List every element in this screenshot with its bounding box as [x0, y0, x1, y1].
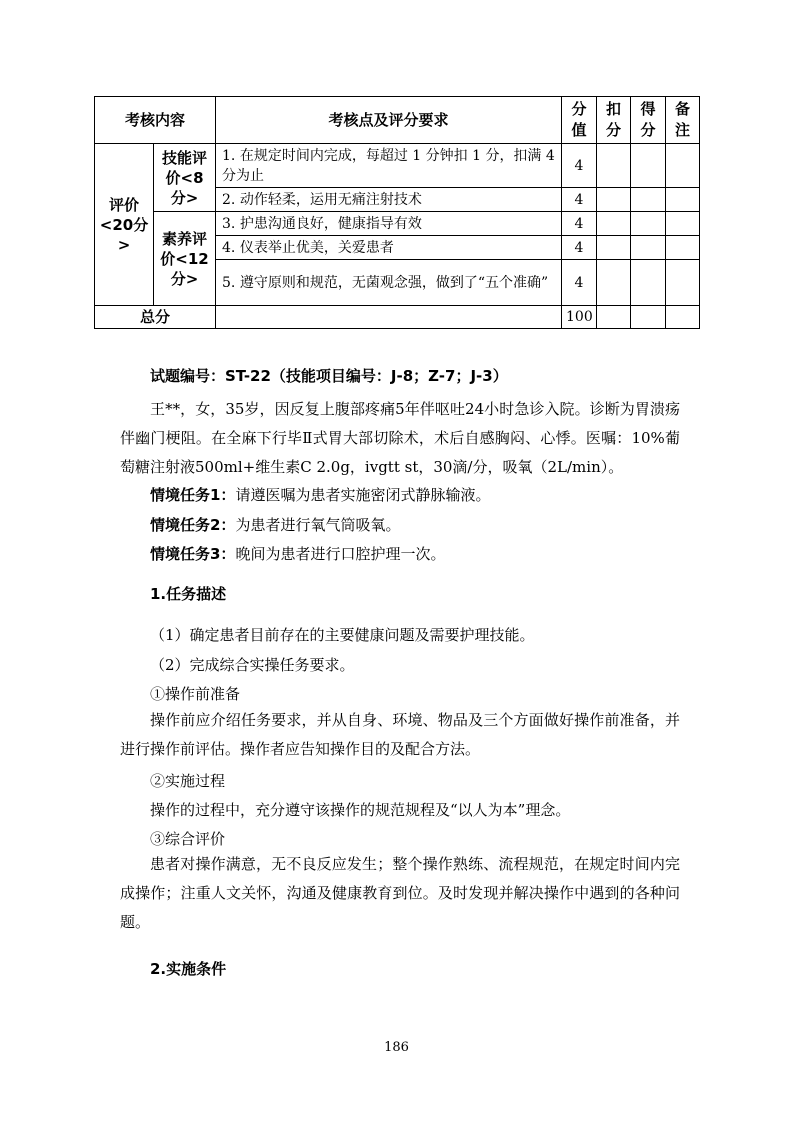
got-cell	[631, 306, 666, 329]
subsection-3-title: ③综合评价	[150, 830, 226, 848]
deduct-cell	[597, 212, 631, 236]
table-row	[95, 144, 700, 188]
total-score: 100	[562, 306, 597, 329]
deduct-cell	[597, 236, 631, 260]
score-cell: 4	[562, 260, 597, 306]
total-row	[95, 306, 700, 329]
score-cell: 4	[562, 188, 597, 212]
got-cell	[631, 212, 666, 236]
subsection-1-title: ①操作前准备	[150, 685, 241, 703]
requirement-cell: 1. 在规定时间内完成，每超过 1 分钟扣 1 分，扣满 4 分为止	[216, 144, 562, 188]
task-2-label: 情境任务2：	[150, 516, 236, 534]
header-content: 考核内容	[95, 97, 216, 144]
note-cell	[666, 144, 700, 188]
score-cell: 4	[562, 212, 597, 236]
task-1-text: 请遵医嘱为患者实施密闭式静脉输液。	[235, 486, 491, 504]
note-cell	[666, 306, 700, 329]
question-id: 试题编号：ST-22（技能项目编号：J-8；Z-7；J-3）	[150, 367, 508, 385]
got-cell	[631, 236, 666, 260]
got-cell	[631, 260, 666, 306]
subsection-1-text: 操作前应介绍任务要求，并从自身、环境、物品及三个方面做好操作前准备，并进行操作前评估。操作者应告知操作目的及配合方法。	[120, 711, 680, 758]
deduct-cell	[597, 306, 631, 329]
score-cell: 4	[562, 236, 597, 260]
header-note: 备 注	[666, 97, 700, 144]
header-score: 分 值	[562, 97, 597, 144]
total-empty-cell	[216, 306, 562, 329]
header-points: 考核点及评分要求	[216, 97, 562, 144]
requirement-cell: 5. 遵守原则和规范，无菌观念强，做到了“五个准确”	[216, 260, 562, 306]
skill-group-cell: 技能评价<8 分>	[154, 144, 216, 212]
category-cell: 评价<20分>	[95, 144, 154, 306]
table-row	[95, 212, 700, 236]
subsection-2-title: ②实施过程	[150, 772, 226, 790]
requirement-cell: 4. 仪表举止优美，关爱患者	[216, 236, 562, 260]
deduct-cell	[597, 188, 631, 212]
got-cell	[631, 144, 666, 188]
deduct-cell	[597, 144, 631, 188]
subsection-2-text: 操作的过程中，充分遵守该操作的规范规程及“以人为本”理念。	[150, 801, 571, 819]
requirement-cell: 3. 护患沟通良好，健康指导有效	[216, 212, 562, 236]
section-1-title: 1.任务描述	[150, 585, 227, 603]
note-cell	[666, 236, 700, 260]
task-3-label: 情境任务3：	[150, 545, 236, 563]
item-2: （2）完成综合实操任务要求。	[150, 656, 355, 674]
section-2-title: 2.实施条件	[150, 960, 227, 978]
task-1-label: 情境任务1：	[150, 486, 236, 504]
note-cell	[666, 188, 700, 212]
subsection-3-text: 患者对操作满意，无不良反应发生；整个操作熟练、流程规范，在规定时间内完成操作；注重人文关怀，沟通及健康教育到位。及时发现并解决操作中遇到的各种问题。	[120, 855, 680, 931]
got-cell	[631, 188, 666, 212]
total-label: 总分	[95, 306, 216, 329]
header-deduct: 扣 分	[597, 97, 631, 144]
deduct-cell	[597, 260, 631, 306]
page-number: 186	[384, 1040, 409, 1055]
note-cell	[666, 260, 700, 306]
task-1	[150, 484, 490, 505]
task-3-text: 晚间为患者进行口腔护理一次。	[235, 545, 446, 563]
case-paragraph: 王**，女，35岁，因反复上腹部疼痛5年伴呕吐24小时急诊入院。诊断为胃溃疡伴幽门梗阻。在全麻下行毕Ⅱ式胃大部切除术，术后自感胸闷、心悸。医嘱：10%葡萄糖注射液500ml+维生素C 2.0g，ivgtt st，30滴/分，吸氧（2L/min）。	[120, 400, 680, 476]
task-2-text: 为患者进行氧气筒吸氧。	[235, 516, 401, 534]
task-2	[150, 514, 400, 535]
header-got: 得 分	[631, 97, 666, 144]
item-1: （1）确定患者目前存在的主要健康问题及需要护理技能。	[150, 626, 535, 644]
table-header-row	[95, 97, 700, 144]
note-cell	[666, 212, 700, 236]
task-3	[150, 543, 445, 564]
requirement-cell: 2. 动作轻柔，运用无痛注射技术	[216, 188, 562, 212]
score-cell: 4	[562, 144, 597, 188]
quality-group-cell: 素养评价<12分>	[154, 212, 216, 306]
scoring-table	[94, 96, 700, 329]
